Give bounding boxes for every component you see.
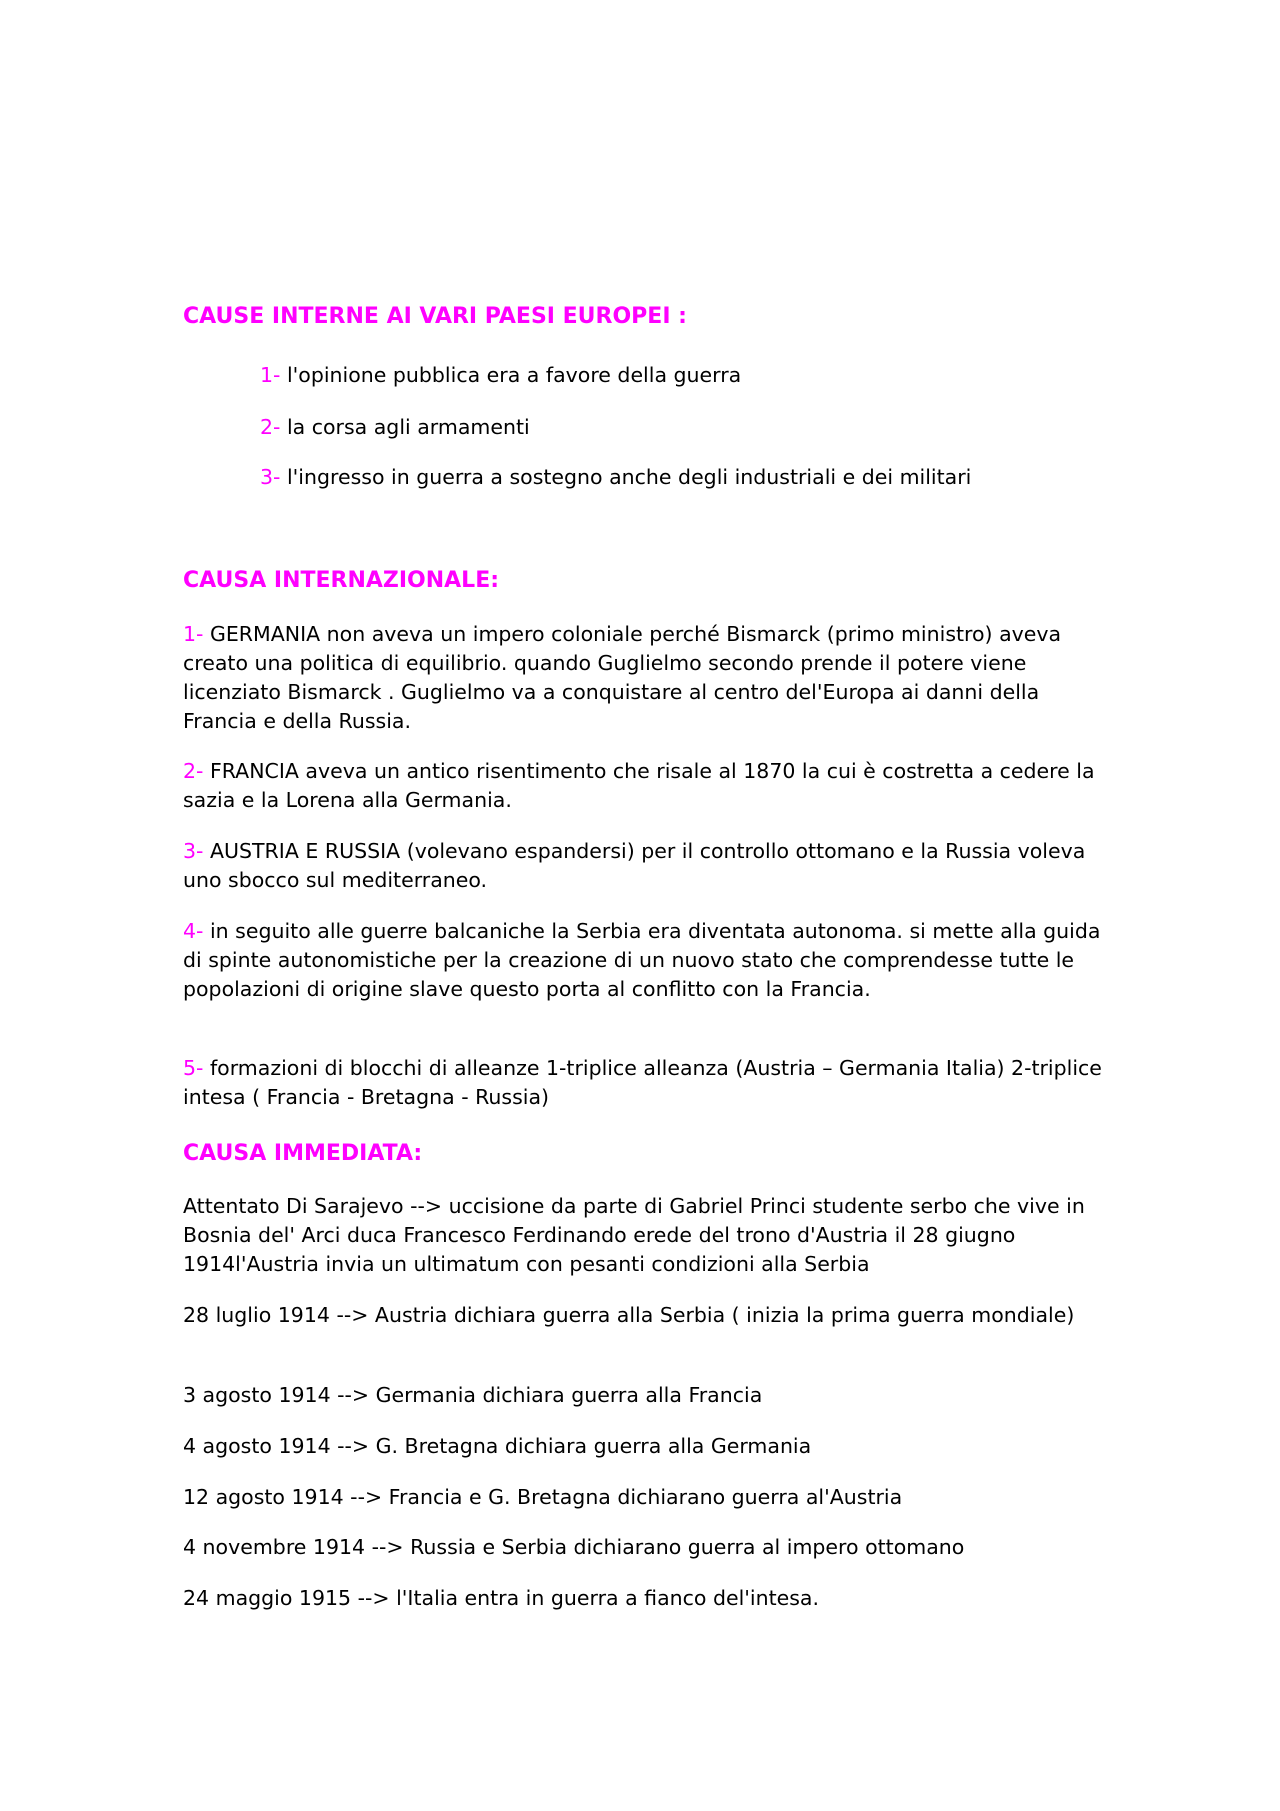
- paragraph: 28 luglio 1914 --> Austria dichiara guerra alla Serbia ( inizia la prima guerra mondiale): [183, 1303, 1075, 1327]
- heading-international-cause: CAUSA INTERNAZIONALE:: [183, 568, 500, 593]
- item-text: l'ingresso in guerra a sostegno anche degli industriali e dei militari: [280, 465, 972, 489]
- item-number: 5-: [183, 1056, 204, 1080]
- list-item: [183, 620, 1103, 736]
- paragraph: 12 agosto 1914 --> Francia e G. Bretagna dichiarano guerra al'Austria: [183, 1485, 903, 1509]
- paragraph: Attentato Di Sarajevo --> uccisione da parte di Gabriel Princi studente serbo che vive in Bosnia del' Arci duca Francesco Ferdinando erede del trono d'Austria il 28 giugno 1914l'Austria invia un ultimatum con pesanti condizioni alla Serbia: [183, 1194, 1085, 1276]
- list-item: [260, 413, 1100, 442]
- item-number: 3-: [183, 839, 204, 863]
- item-text: in seguito alle guerre balcaniche la Serbia era diventata autonoma. si mette alla guida di spinte autonomistiche per la creazione di un nuovo stato che comprendesse tutte le popolazioni di origine slave questo porta al conflitto con la Francia.: [183, 919, 1101, 1001]
- paragraph: 24 maggio 1915 --> l'Italia entra in guerra a fianco del'intesa.: [183, 1586, 820, 1610]
- item-text: AUSTRIA E RUSSIA (volevano espandersi) per il controllo ottomano e la Russia voleva uno sbocco sul mediterraneo.: [183, 839, 1086, 892]
- list-item: [183, 917, 1103, 1004]
- item-number: 2-: [260, 415, 281, 439]
- paragraph: 3 agosto 1914 --> Germania dichiara guerra alla Francia: [183, 1383, 763, 1407]
- item-text: formazioni di blocchi di alleanze 1-triplice alleanza (Austria – Germania Italia) 2-triplice intesa ( Francia - Bretagna - Russia): [183, 1056, 1102, 1109]
- item-text: la corsa agli armamenti: [280, 415, 530, 439]
- item-number: 2-: [183, 759, 204, 783]
- item-number: 1-: [260, 363, 281, 387]
- item-number: 4-: [183, 919, 204, 943]
- item-text: l'opinione pubblica era a favore della guerra: [280, 363, 742, 387]
- item-number: 3-: [260, 465, 281, 489]
- heading-immediate-cause: CAUSA IMMEDIATA:: [183, 1141, 423, 1166]
- item-text: GERMANIA non aveva un impero coloniale perché Bismarck (primo ministro) aveva creato una politica di equilibrio. quando Guglielmo secondo prende il potere viene licenziato Bismarck . Guglielmo va a conquistare al centro del'Europa ai danni della Francia e della Russia.: [183, 622, 1062, 733]
- list-item: [260, 361, 1100, 390]
- heading-internal-causes: CAUSE INTERNE AI VARI PAESI EUROPEI :: [183, 304, 687, 329]
- paragraph: 4 novembre 1914 --> Russia e Serbia dichiarano guerra al impero ottomano: [183, 1535, 965, 1559]
- item-number: 1-: [183, 622, 204, 646]
- item-text: FRANCIA aveva un antico risentimento che risale al 1870 la cui è costretta a cedere la sazia e la Lorena alla Germania.: [183, 759, 1095, 812]
- list-item: [183, 837, 1103, 895]
- list-item: [183, 1054, 1103, 1112]
- paragraph: 4 agosto 1914 --> G. Bretagna dichiara guerra alla Germania: [183, 1434, 812, 1458]
- list-item: [183, 757, 1103, 815]
- list-item: [260, 463, 1100, 492]
